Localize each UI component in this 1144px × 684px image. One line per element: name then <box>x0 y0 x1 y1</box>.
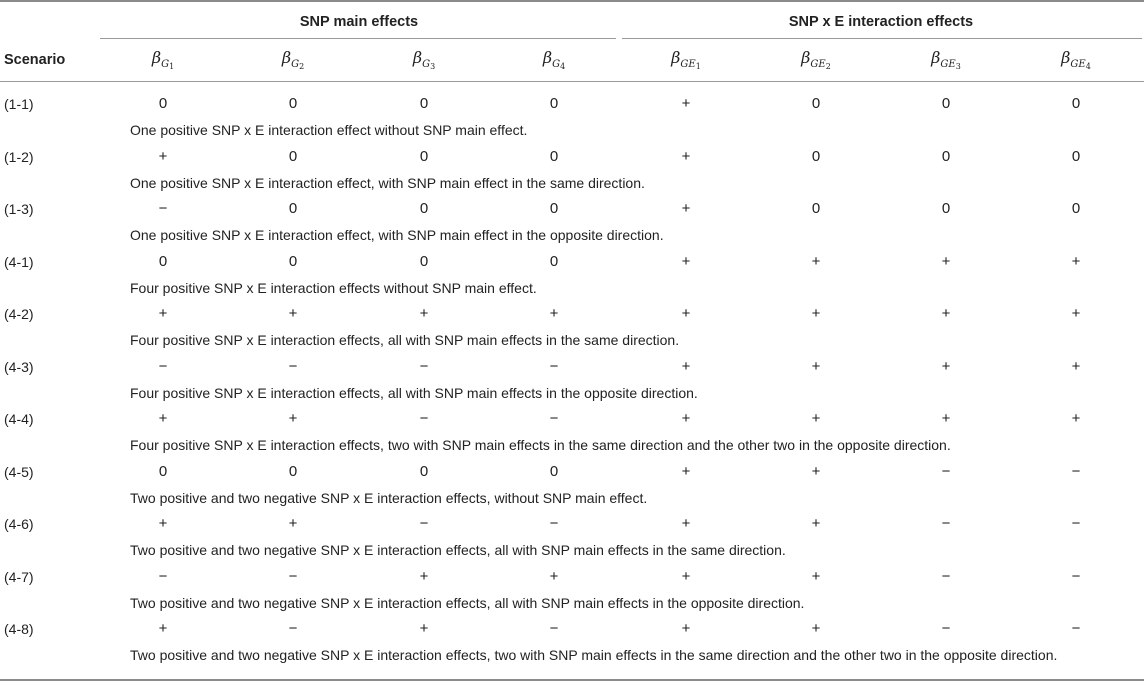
effect-cell: − <box>1071 515 1081 532</box>
effect-cell: 0 <box>419 95 429 112</box>
effect-cell: + <box>681 410 691 427</box>
effect-cell: − <box>419 357 429 375</box>
beta-subscript-letter: GE <box>1070 59 1086 71</box>
effect-cell: + <box>941 305 951 322</box>
beta-subscript-letter: G <box>422 59 431 71</box>
beta-subscript <box>291 59 304 70</box>
effect-cell: 0 <box>549 95 559 112</box>
effect-cell: + <box>158 515 168 532</box>
effect-cell: 0 <box>1071 147 1081 165</box>
header-bottom-rule <box>0 81 1144 82</box>
beta-subscript-letter: GE <box>810 59 826 71</box>
effect-cell: 0 <box>549 252 559 270</box>
effect-cell: − <box>549 620 559 637</box>
effect-cell: + <box>681 462 691 480</box>
beta-symbol: β <box>151 48 162 67</box>
scenario-column-header: Scenario <box>4 52 66 68</box>
effect-cell: + <box>549 305 559 322</box>
effect-cell: + <box>288 305 298 322</box>
effect-cell: − <box>419 410 429 427</box>
effect-cell: + <box>811 410 821 427</box>
scenario-description: Four positive SNP x E interaction effects without SNP main effect. <box>130 279 537 296</box>
effect-cell: + <box>811 462 821 480</box>
scenario-id: (1-3) <box>4 201 34 217</box>
scenario-id: (1-1) <box>4 96 34 112</box>
beta-symbol: β <box>931 48 941 67</box>
effect-cell: 0 <box>1071 95 1081 112</box>
effect-cell: − <box>941 620 951 637</box>
beta-subscript <box>552 59 565 70</box>
beta-header-8 <box>1026 48 1126 71</box>
scenario-id: (4-3) <box>4 358 34 375</box>
effect-cell: − <box>288 620 298 637</box>
effect-cell: − <box>158 357 168 375</box>
beta-subscript-index: 1 <box>695 62 701 72</box>
group-rule-interaction <box>622 38 1142 39</box>
effect-cell: + <box>1071 357 1081 375</box>
effect-cell: + <box>941 410 951 427</box>
effect-cell: + <box>288 410 298 427</box>
effect-cell: + <box>549 567 559 585</box>
effect-cell: + <box>158 410 168 427</box>
effect-cell: + <box>1071 305 1081 322</box>
scenario-description: One positive SNP x E interaction effect, with SNP main effect in the same direction. <box>130 174 645 191</box>
scenario-description: Two positive and two negative SNP x E interaction effects, all with SNP main effects in the same direction. <box>130 542 786 558</box>
beta-subscript-letter: G <box>552 59 561 71</box>
scenario-id: (1-2) <box>4 148 34 165</box>
effect-cell: 0 <box>419 200 429 217</box>
beta-header-6 <box>766 48 866 71</box>
effect-cell: + <box>811 515 821 532</box>
group-header-interaction-effects: SNP x E interaction effects <box>788 14 974 30</box>
effect-cell: + <box>419 305 429 322</box>
effect-cell: + <box>1071 410 1081 427</box>
effect-cell: 0 <box>158 252 168 270</box>
effect-cell: 0 <box>288 252 298 270</box>
effect-cell: + <box>158 305 168 322</box>
table-top-rule <box>0 0 1144 2</box>
beta-symbol: β <box>801 48 811 67</box>
effect-cell: 0 <box>288 147 298 165</box>
effect-cell: + <box>158 620 168 637</box>
effect-cell: 0 <box>419 462 429 480</box>
beta-subscript <box>680 59 700 70</box>
effect-cell: − <box>1071 462 1081 480</box>
group-rule-main <box>100 38 616 39</box>
scenario-id: (4-8) <box>4 621 34 637</box>
beta-subscript-index: 3 <box>430 62 436 72</box>
effect-cell: − <box>288 567 298 585</box>
effect-cell: 0 <box>288 200 298 217</box>
effect-cell: + <box>681 305 691 322</box>
effect-cell: + <box>419 620 429 637</box>
beta-symbol: β <box>412 48 423 67</box>
effect-cell: 0 <box>549 147 559 165</box>
effect-cell: − <box>549 515 559 532</box>
effect-cell: 0 <box>288 95 298 112</box>
beta-subscript-index: 2 <box>299 62 305 72</box>
effect-cell: 0 <box>941 147 951 165</box>
beta-header-4 <box>504 48 604 71</box>
beta-header-3 <box>374 48 474 71</box>
effect-cell: + <box>941 252 951 270</box>
beta-symbol: β <box>281 48 292 67</box>
scenario-id: (4-6) <box>4 516 34 532</box>
scenario-id: (4-7) <box>4 568 34 585</box>
effect-cell: − <box>941 462 951 480</box>
beta-subscript-letter: G <box>161 59 170 71</box>
effect-cell: 0 <box>158 95 168 112</box>
effect-cell: 0 <box>811 95 821 112</box>
effect-cell: 0 <box>811 200 821 217</box>
effect-cell: + <box>811 357 821 375</box>
effect-cell: + <box>811 620 821 637</box>
effect-cell: − <box>158 200 168 217</box>
scenario-id: (4-1) <box>4 253 34 270</box>
effect-cell: + <box>681 95 691 112</box>
effect-cell: − <box>288 357 298 375</box>
effect-cell: + <box>811 252 821 270</box>
effect-cell: − <box>549 357 559 375</box>
scenario-description: Four positive SNP x E interaction effects, two with SNP main effects in the same direction and the other two in the opposite direction. <box>130 437 951 453</box>
beta-symbol: β <box>1061 48 1071 67</box>
scenario-description: Two positive and two negative SNP x E interaction effects, two with SNP main effects in the same direction and the other two in the opposite direction. <box>130 647 1058 663</box>
beta-header-1 <box>113 48 213 71</box>
beta-subscript-index: 3 <box>955 62 961 72</box>
effect-cell: 0 <box>549 200 559 217</box>
table-bottom-rule <box>0 679 1144 681</box>
group-header-main-effects: SNP main effects <box>299 14 419 30</box>
scenario-id: (4-2) <box>4 306 34 322</box>
beta-subscript-letter: GE <box>680 59 696 71</box>
effect-cell: − <box>158 567 168 585</box>
effect-cell: − <box>941 567 951 585</box>
beta-subscript <box>161 59 174 70</box>
effect-cell: + <box>419 567 429 585</box>
scenario-description: One positive SNP x E interaction effect, with SNP main effect in the opposite direction. <box>130 227 664 243</box>
effect-cell: 0 <box>1071 200 1081 217</box>
beta-subscript-index: 1 <box>169 62 175 72</box>
effect-cell: + <box>681 252 691 270</box>
effect-cell: 0 <box>419 252 429 270</box>
effect-cell: − <box>419 515 429 532</box>
beta-subscript-index: 2 <box>825 62 831 72</box>
effect-cell: 0 <box>549 462 559 480</box>
effect-cell: + <box>681 357 691 375</box>
effect-cell: 0 <box>419 147 429 165</box>
scenario-id: (4-5) <box>4 463 34 480</box>
beta-symbol: β <box>542 48 553 67</box>
scenario-description: Four positive SNP x E interaction effects, all with SNP main effects in the opposite direction. <box>130 384 698 401</box>
beta-header-7 <box>896 48 996 71</box>
effect-cell: + <box>811 305 821 322</box>
beta-subscript <box>422 59 435 70</box>
beta-header-5 <box>636 48 736 71</box>
effect-cell: − <box>1071 620 1081 637</box>
effect-cell: + <box>681 567 691 585</box>
effect-cell: + <box>288 515 298 532</box>
effect-cell: 0 <box>811 147 821 165</box>
effect-cell: + <box>1071 252 1081 270</box>
scenario-description: One positive SNP x E interaction effect without SNP main effect. <box>130 122 528 138</box>
beta-symbol: β <box>671 48 681 67</box>
beta-subscript <box>940 59 960 70</box>
effect-cell: + <box>158 147 168 165</box>
scenario-id: (4-4) <box>4 411 34 427</box>
scenario-description: Four positive SNP x E interaction effects, all with SNP main effects in the same direction. <box>130 332 680 348</box>
effect-cell: + <box>681 620 691 637</box>
beta-subscript-letter: G <box>291 59 300 71</box>
beta-subscript-index: 4 <box>1085 62 1091 72</box>
effect-cell: 0 <box>941 200 951 217</box>
effect-cell: + <box>681 147 691 165</box>
beta-subscript <box>810 59 830 70</box>
effect-cell: − <box>1071 567 1081 585</box>
beta-subscript <box>1070 59 1090 70</box>
effect-cell: + <box>941 357 951 375</box>
beta-subscript-letter: GE <box>940 59 956 71</box>
scenario-description: Two positive and two negative SNP x E interaction effects, all with SNP main effects in the opposite direction. <box>130 594 805 611</box>
effect-cell: − <box>941 515 951 532</box>
effect-cell: + <box>811 567 821 585</box>
effect-cell: − <box>549 410 559 427</box>
effect-cell: 0 <box>941 95 951 112</box>
effect-cell: 0 <box>288 462 298 480</box>
scenario-description: Two positive and two negative SNP x E interaction effects, without SNP main effect. <box>130 489 648 506</box>
effect-cell: + <box>681 200 691 217</box>
beta-subscript-index: 4 <box>560 62 566 72</box>
beta-header-2 <box>243 48 343 71</box>
effect-cell: + <box>681 515 691 532</box>
effect-cell: 0 <box>158 462 168 480</box>
